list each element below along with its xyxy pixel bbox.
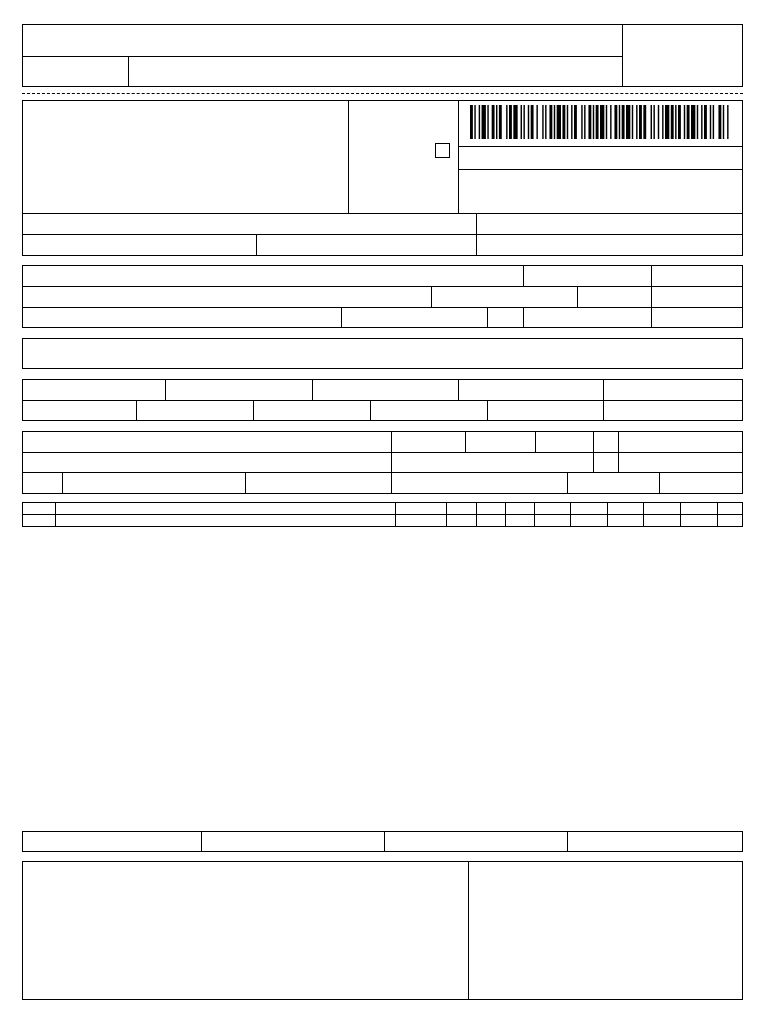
issuer-info-box	[22, 100, 349, 214]
barcode-bar	[545, 105, 546, 139]
carrier-address-field	[22, 452, 392, 473]
barcode-bar	[496, 105, 497, 139]
barcode-bar	[632, 105, 633, 139]
barcode-bar	[581, 105, 582, 139]
barcode-bar	[474, 105, 475, 139]
barcode-bar	[600, 105, 604, 139]
ipi-value-field	[487, 400, 604, 421]
barcode-bar	[636, 105, 637, 139]
icms-st-base-field	[312, 379, 459, 401]
barcode-bar	[506, 105, 507, 139]
barcode-bar	[710, 105, 711, 139]
products-table-grid	[22, 502, 743, 527]
recipient-cnpj-field	[523, 265, 652, 287]
col-ncm-divider	[446, 502, 447, 527]
volume-number-field	[391, 472, 568, 494]
barcode-bar	[643, 105, 646, 139]
freight-value-field	[22, 400, 137, 421]
carrier-city-field	[391, 452, 594, 473]
barcode-bar	[622, 105, 625, 139]
recipient-name-field	[22, 265, 524, 287]
barcode-bar	[662, 105, 663, 139]
barcode-bar	[528, 105, 529, 139]
recipient-ie-field	[523, 307, 652, 328]
barcode-bar	[653, 105, 654, 139]
col-total-value-divider	[643, 502, 644, 527]
barcode-bar	[487, 105, 488, 139]
barcode-bar	[554, 105, 555, 139]
barcode-bar	[626, 105, 630, 139]
barcode-bar	[470, 105, 473, 139]
recipient-address-field	[22, 286, 432, 308]
barcode-bar	[713, 105, 714, 139]
barcode-bar	[588, 105, 591, 139]
vehicle-plate-field	[535, 431, 594, 453]
products-table-row-divider	[22, 514, 743, 515]
barcode-bar	[596, 105, 599, 139]
col-quantity-divider	[570, 502, 571, 527]
operation-nature-field	[22, 213, 477, 235]
invoice-duplicates-field	[22, 338, 743, 369]
recipient-phone-field	[341, 307, 488, 328]
barcode-bar	[678, 105, 681, 139]
fisco-reserved-field	[468, 861, 743, 1000]
barcode-bar	[687, 105, 690, 139]
barcode-bar	[542, 105, 543, 139]
recipient-zip-field	[577, 286, 652, 308]
discount-field	[253, 400, 371, 421]
substitute-registration-field	[256, 234, 477, 256]
barcode-image	[470, 105, 730, 139]
carrier-state-field	[593, 452, 619, 473]
entry-exit-checkbox[interactable]	[435, 143, 450, 158]
recipient-state-field	[487, 307, 524, 328]
recipient-district-field	[431, 286, 578, 308]
barcode-bar	[521, 105, 522, 139]
gross-weight-field	[567, 472, 660, 494]
barcode-bar	[479, 105, 480, 139]
authorization-protocol-field	[476, 213, 743, 235]
header-left-field	[22, 56, 129, 87]
municipal-registration-field	[22, 831, 202, 852]
carrier-name-field	[22, 431, 392, 453]
header-title-field	[22, 24, 623, 57]
barcode-bar	[574, 105, 577, 139]
barcode-bar	[593, 105, 594, 139]
barcode-bar	[619, 105, 620, 139]
col-description-divider	[395, 502, 396, 527]
freight-payer-field	[391, 431, 466, 453]
barcode-bar	[606, 105, 607, 139]
icms-st-value-field	[458, 379, 604, 401]
barcode-bar	[658, 105, 659, 139]
recipient-city-field	[22, 307, 342, 328]
col-icms-value-divider	[717, 502, 718, 527]
barcode-bar	[684, 105, 685, 139]
consult-info-field	[458, 169, 743, 214]
issqn-value-field	[567, 831, 743, 852]
barcode-bar	[482, 105, 486, 139]
emission-date-field	[651, 265, 743, 287]
state-registration-field	[22, 234, 257, 256]
carrier-ie-field	[618, 452, 743, 473]
complementary-info-field	[22, 861, 469, 1000]
barcode-bar	[665, 105, 669, 139]
barcode-bar	[549, 105, 552, 139]
barcode-bar	[571, 105, 572, 139]
col-cfop-divider	[505, 502, 506, 527]
barcode-bar	[567, 105, 568, 139]
vehicle-state-field	[593, 431, 619, 453]
barcode-bar	[671, 105, 674, 139]
barcode-bar	[499, 105, 502, 139]
barcode-bar	[492, 105, 495, 139]
barcode-bar	[536, 105, 537, 139]
barcode-bar	[718, 105, 721, 139]
icms-base-field	[22, 379, 166, 401]
col-icms-base-divider	[680, 502, 681, 527]
barcode-bar	[704, 105, 707, 139]
volume-species-field	[62, 472, 246, 494]
exit-time-field	[651, 307, 743, 328]
exit-date-field	[651, 286, 743, 308]
col-unit-value-divider	[607, 502, 608, 527]
barcode-bar	[509, 105, 512, 139]
barcode-bar	[610, 105, 611, 139]
barcode-bar	[531, 105, 534, 139]
volume-quantity-field	[22, 472, 63, 494]
barcode-bar	[584, 105, 585, 139]
cut-line-divider	[22, 93, 743, 94]
header-right-field	[128, 56, 623, 87]
net-weight-field	[659, 472, 743, 494]
antt-code-field	[465, 431, 536, 453]
products-total-field	[603, 379, 743, 401]
barcode-bar	[557, 105, 561, 139]
barcode-bar	[513, 105, 517, 139]
barcode-bar	[523, 105, 524, 139]
barcode-bar	[639, 105, 642, 139]
barcode-bar	[701, 105, 702, 139]
cnpj-field	[476, 234, 743, 256]
invoice-total-field	[603, 400, 743, 421]
barcode-bar	[614, 105, 617, 139]
barcode-bar	[562, 105, 565, 139]
insurance-value-field	[136, 400, 254, 421]
barcode-bar	[723, 105, 724, 139]
header-corner-box	[622, 24, 743, 87]
services-total-field	[201, 831, 385, 852]
barcode-bar	[675, 105, 676, 139]
icms-value-field	[165, 379, 313, 401]
barcode-bar	[651, 105, 652, 139]
other-expenses-field	[370, 400, 488, 421]
barcode-bar	[691, 105, 695, 139]
barcode-bar	[727, 105, 728, 139]
barcode-bar	[697, 105, 698, 139]
issqn-base-field	[384, 831, 568, 852]
volume-brand-field	[245, 472, 392, 494]
col-unit-divider	[534, 502, 535, 527]
col-cst-divider	[476, 502, 477, 527]
carrier-cnpj-field	[618, 431, 743, 453]
access-key-field	[458, 146, 743, 170]
col-code-divider	[55, 502, 56, 527]
